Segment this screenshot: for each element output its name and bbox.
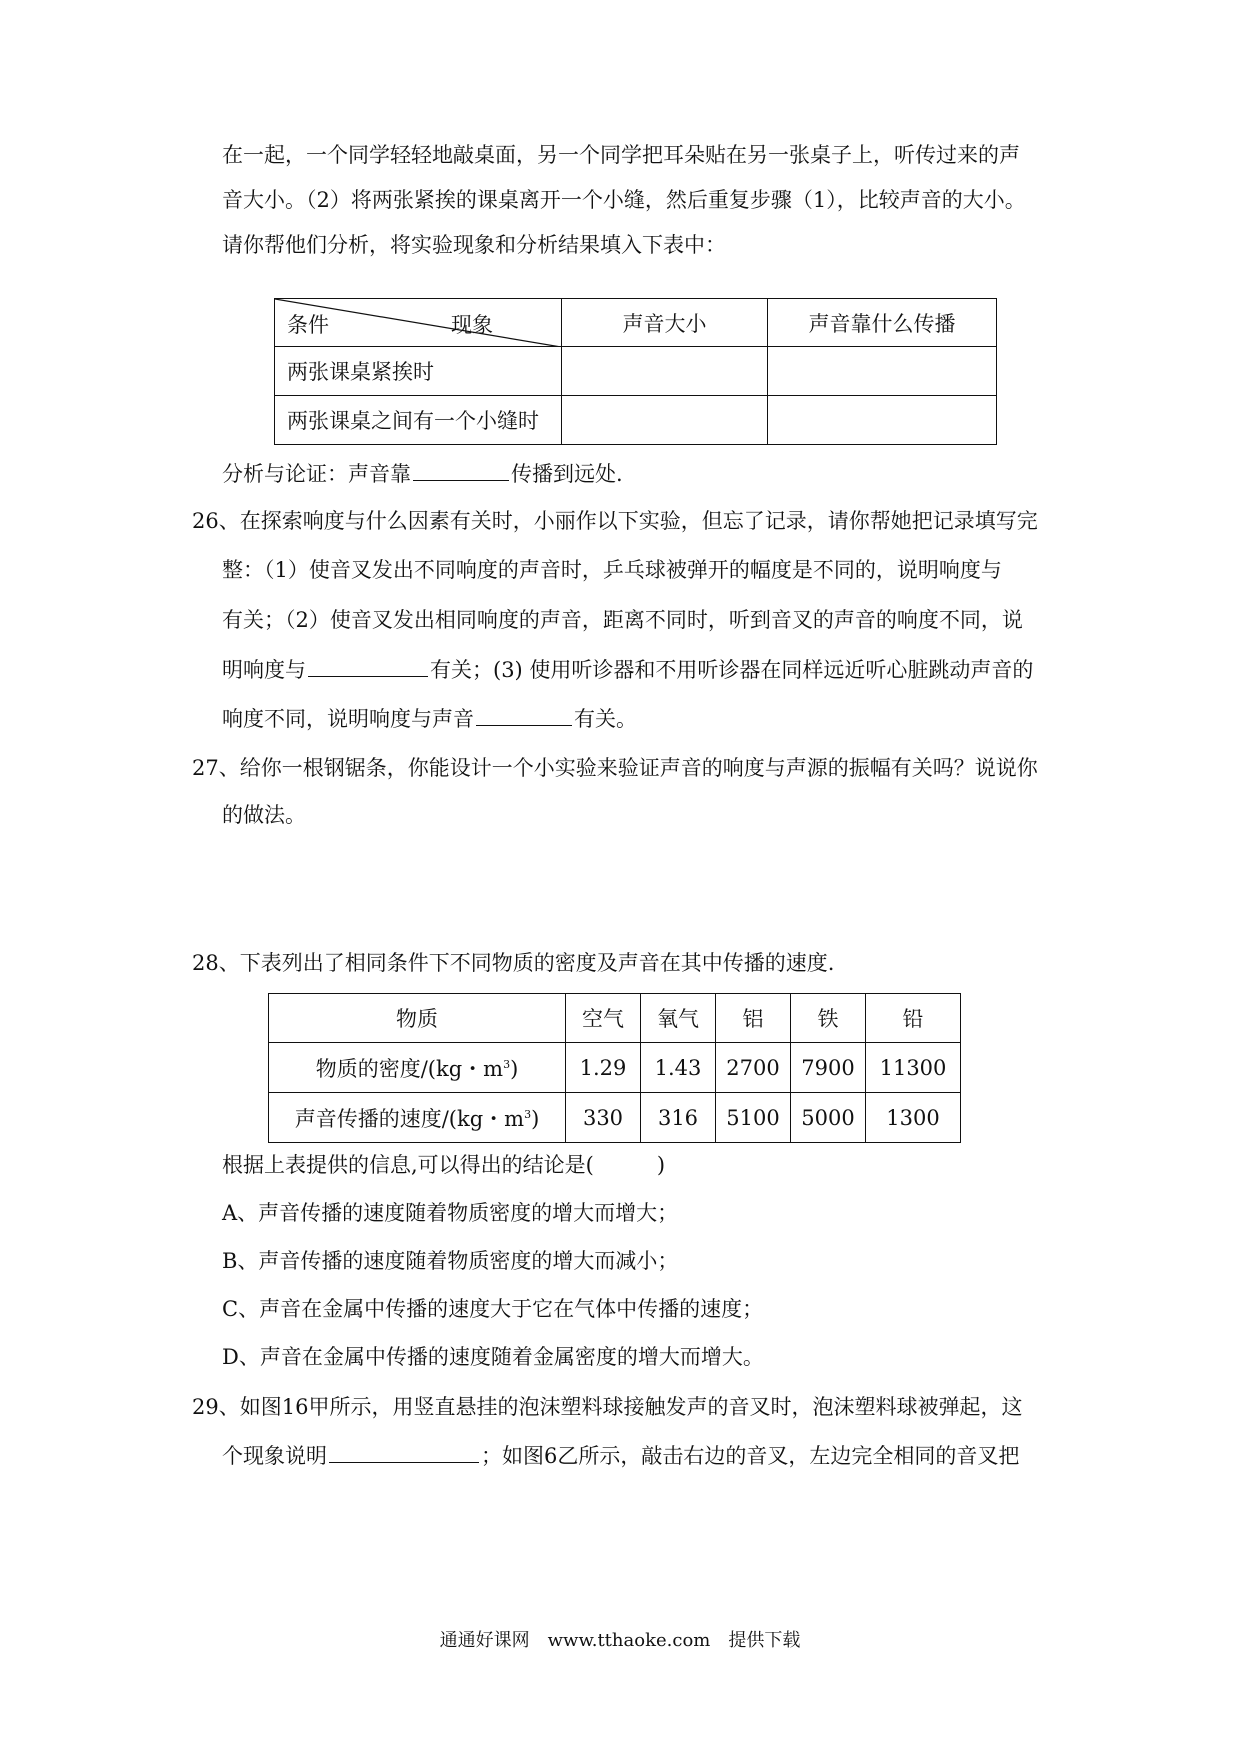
q28-row1-cell: 1.29 [566, 1043, 641, 1093]
corner-left-label: 条件 [287, 313, 329, 337]
q29-line-2 [222, 1440, 1019, 1471]
q28-row2-label-sup: 3 [524, 1107, 532, 1121]
q25-table [274, 298, 997, 445]
q28-header-substance: 物质 [269, 994, 566, 1043]
q25-answer-cell[interactable] [562, 347, 768, 396]
q25-header-loudness: 声音大小 [562, 299, 768, 347]
q28-row2-label [269, 1093, 566, 1143]
q25-line-1: 在一起，一个同学轻轻地敲桌面，另一个同学把耳朵贴在另一张桌子上，听传过来的声 [222, 143, 1020, 167]
q28-option-b[interactable]: B、声音传播的速度随着物质密度的增大而减小； [222, 1249, 679, 1273]
q28-table [268, 993, 961, 1143]
q28-header-air: 空气 [566, 994, 641, 1043]
q28-option-a[interactable]: A、声音传播的速度随着物质密度的增大而增大； [222, 1201, 679, 1225]
q28-row2-cell: 330 [566, 1093, 641, 1143]
q28-row1-label-sup: 3 [503, 1057, 511, 1071]
q25-conclusion-text-b: 传播到远处. [511, 462, 623, 486]
q25-header-medium: 声音靠什么传播 [768, 299, 997, 347]
answer-blank[interactable] [329, 1440, 479, 1463]
page-footer: 通通好课网 www.tthaoke.com 提供下载 [439, 1630, 801, 1651]
q28-row1-cell: 2700 [716, 1043, 791, 1093]
q26-line-5-text-b: 有关。 [574, 707, 637, 731]
q28-row1-cell: 1.43 [641, 1043, 716, 1093]
q25-table-corner-cell [275, 299, 562, 347]
q28-option-d[interactable]: D、声音在金属中传播的速度随着金属密度的增大而增大。 [222, 1345, 764, 1369]
q27-line-1: 27、给你一根钢锯条，你能设计一个小实验来验证声音的响度与声源的振幅有关吗？说说你 [192, 756, 1038, 780]
q28-row1-label-text: 物质的密度/(kg・m [315, 1056, 504, 1081]
answer-blank[interactable] [476, 703, 572, 726]
q28-row2-label-close: ) [531, 1106, 540, 1131]
q25-answer-cell[interactable] [768, 396, 997, 445]
q27-line-2: 的做法。 [222, 803, 306, 827]
q28-header-oxygen: 氧气 [641, 994, 716, 1043]
q28-row2-cell: 1300 [866, 1093, 961, 1143]
q28-row1-cell: 7900 [791, 1043, 866, 1093]
q28-row1-label [269, 1043, 566, 1093]
q28-header-lead: 铅 [866, 994, 961, 1043]
q28-row2-label-text: 声音传播的速度/(kg・m [294, 1106, 525, 1131]
answer-blank[interactable] [308, 654, 428, 677]
q25-row-label: 两张课桌紧挨时 [275, 347, 562, 396]
q28-row2-cell: 316 [641, 1093, 716, 1143]
q26-line-2: 整：（1）使音叉发出不同响度的声音时，乒乓球被弹开的幅度是不同的，说明响度与 [222, 558, 1002, 582]
q28-row1-label-close: ) [510, 1056, 519, 1081]
q29-line-2-text-b: ；如图6乙所示，敲击右边的音叉，左边完全相同的音叉把 [481, 1444, 1020, 1468]
q25-row-label: 两张课桌之间有一个小缝时 [275, 396, 562, 445]
q29-line-2-text-a: 个现象说明 [222, 1444, 327, 1468]
q26-line-1: 26、在探索响度与什么因素有关时，小丽作以下实验，但忘了记录，请你帮她把记录填写完 [192, 509, 1038, 533]
q25-conclusion-text-a: 分析与论证：声音靠 [222, 462, 411, 486]
q26-line-5 [222, 703, 637, 734]
corner-right-label: 现象 [451, 313, 493, 337]
q28-row2-cell: 5100 [716, 1093, 791, 1143]
answer-blank[interactable] [413, 458, 509, 481]
q28-intro: 28、下表列出了相同条件下不同物质的密度及声音在其中传播的速度. [192, 951, 835, 975]
q25-conclusion [222, 458, 623, 489]
q28-question: 根据上表提供的信息,可以得出的结论是( ) [222, 1153, 666, 1177]
q26-line-3: 有关；（2）使音叉发出相同响度的声音，距离不同时，听到音叉的声音的响度不同，说 [222, 608, 1023, 632]
q26-line-4-text-a: 明响度与 [222, 658, 306, 682]
q25-line-2: 音大小。（2）将两张紧挨的课桌离开一个小缝，然后重复步骤（1），比较声音的大小。 [222, 188, 1026, 212]
q26-line-4-text-b: 有关；(3) 使用听诊器和不用听诊器在同样远近听心脏跳动声音的 [430, 658, 1034, 682]
q25-answer-cell[interactable] [562, 396, 768, 445]
q28-header-aluminum: 铝 [716, 994, 791, 1043]
q28-option-c[interactable]: C、声音在金属中传播的速度大于它在气体中传播的速度； [222, 1297, 764, 1321]
q25-answer-cell[interactable] [768, 347, 997, 396]
q25-line-3: 请你帮他们分析，将实验现象和分析结果填入下表中： [222, 233, 726, 257]
q29-line-1: 29、如图16甲所示，用竖直悬挂的泡沫塑料球接触发声的音叉时，泡沫塑料球被弹起，这 [192, 1395, 1023, 1419]
q26-line-4 [222, 654, 1033, 685]
q28-row1-cell: 11300 [866, 1043, 961, 1093]
q28-row2-cell: 5000 [791, 1093, 866, 1143]
q28-header-iron: 铁 [791, 994, 866, 1043]
q26-line-5-text-a: 响度不同，说明响度与声音 [222, 707, 474, 731]
